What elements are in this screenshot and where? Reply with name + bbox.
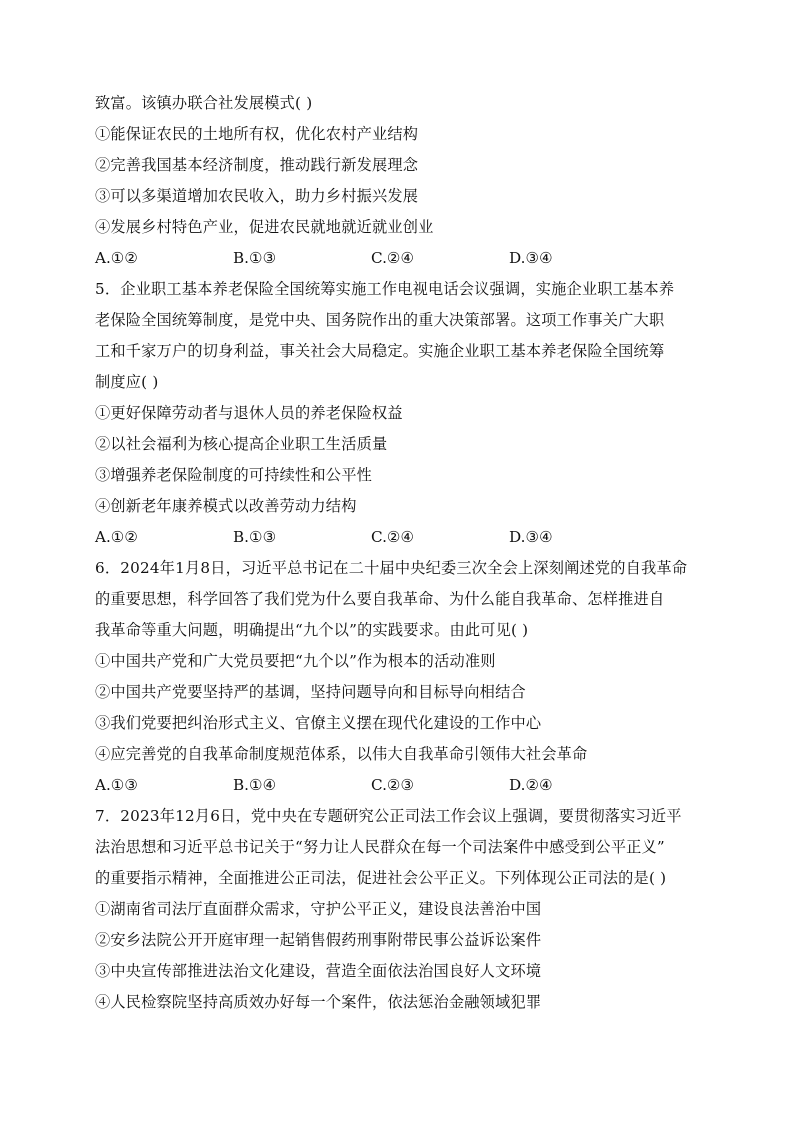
answer-options bbox=[95, 522, 705, 553]
statement-item: ④发展乡村特色产业，促进农民就地就近就业创业 bbox=[95, 218, 434, 236]
option-b: B.①③ bbox=[233, 249, 277, 267]
question-7 bbox=[95, 801, 705, 1018]
question-stem: 我革命等重大问题，明确提出“九个以”的实践要求。由此可见( ) bbox=[95, 621, 529, 639]
answer-options bbox=[95, 243, 705, 274]
statement-item: ④人民检察院坚持高质效办好每一个案件，依法惩治金融领域犯罪 bbox=[95, 993, 542, 1011]
statement-item: ④创新老年康养模式以改善劳动力结构 bbox=[95, 497, 357, 515]
question-stem: 致富。该镇办联合社发展模式( ) bbox=[95, 94, 313, 112]
statement-item: ②以社会福利为核心提高企业职工生活质量 bbox=[95, 435, 388, 453]
statement-item: ②安乡法院公开开庭审理一起销售假药刑事附带民事公益诉讼案件 bbox=[95, 931, 542, 949]
option-a: A.①③ bbox=[95, 776, 139, 794]
statement-item: ③增强养老保险制度的可持续性和公平性 bbox=[95, 466, 372, 484]
option-b: B.①③ bbox=[233, 528, 277, 546]
statement-item: ②完善我国基本经济制度，推动践行新发展理念 bbox=[95, 156, 419, 174]
question-stem: 工和千家万户的切身利益，事关社会大局稳定。实施企业职工基本养老保险全国统筹 bbox=[95, 342, 665, 360]
statement-item: ③我们党要把纠治形式主义、官僚主义摆在现代化建设的工作中心 bbox=[95, 714, 542, 732]
question-stem: 制度应( ) bbox=[95, 373, 159, 391]
statement-item: ①能保证农民的土地所有权，优化农村产业结构 bbox=[95, 125, 419, 143]
statement-item: ④应完善党的自我革命制度规范体系，以伟大自我革命引领伟大社会革命 bbox=[95, 745, 588, 763]
question-stem: 老保险全国统筹制度，是党中央、国务院作出的重大决策部署。这项工作事关广大职 bbox=[95, 311, 665, 329]
statement-item: ①中国共产党和广大党员要把“九个以”作为根本的活动准则 bbox=[95, 652, 496, 670]
question-stem: 6．2024年1月8日，习近平总书记在二十届中央纪委三次全会上深刻阐述党的自我革命 bbox=[95, 559, 688, 577]
statement-item: ③中央宣传部推进法治文化建设，营造全面依法治国良好人文环境 bbox=[95, 962, 542, 980]
question-stem: 法治思想和习近平总书记关于“努力让人民群众在每一个司法案件中感受到公平正义” bbox=[95, 838, 665, 856]
option-c: C.②③ bbox=[371, 776, 415, 794]
option-c: C.②④ bbox=[371, 528, 415, 546]
option-a: A.①② bbox=[95, 249, 139, 267]
statement-item: ①湖南省司法厅直面群众需求，守护公平正义，建设良法善治中国 bbox=[95, 900, 542, 918]
option-a: A.①② bbox=[95, 528, 139, 546]
question-stem: 7．2023年12月6日，党中央在专题研究公正司法工作会议上强调，要贯彻落实习近平 bbox=[95, 807, 682, 825]
option-d: D.③④ bbox=[509, 249, 553, 267]
question-stem: 5．企业职工基本养老保险全国统筹实施工作电视电话会议强调，实施企业职工基本养 bbox=[95, 280, 675, 298]
option-c: C.②④ bbox=[371, 249, 415, 267]
option-d: D.③④ bbox=[509, 528, 553, 546]
question-6 bbox=[95, 553, 705, 801]
answer-options bbox=[95, 770, 705, 801]
statement-item: ②中国共产党要坚持严的基调，坚持问题导向和目标导向相结合 bbox=[95, 683, 526, 701]
statement-item: ①更好保障劳动者与退休人员的养老保险权益 bbox=[95, 404, 403, 422]
option-d: D.②④ bbox=[509, 776, 553, 794]
exam-page bbox=[95, 88, 705, 1018]
question-4 bbox=[95, 88, 705, 274]
option-b: B.①④ bbox=[233, 776, 277, 794]
statement-item: ③可以多渠道增加农民收入，助力乡村振兴发展 bbox=[95, 187, 419, 205]
question-stem: 的重要思想，科学回答了我们党为什么要自我革命、为什么能自我革命、怎样推进自 bbox=[95, 590, 665, 608]
question-5 bbox=[95, 274, 705, 553]
question-stem: 的重要指示精神，全面推进公正司法，促进社会公平正义。下列体现公正司法的是( ) bbox=[95, 869, 667, 887]
